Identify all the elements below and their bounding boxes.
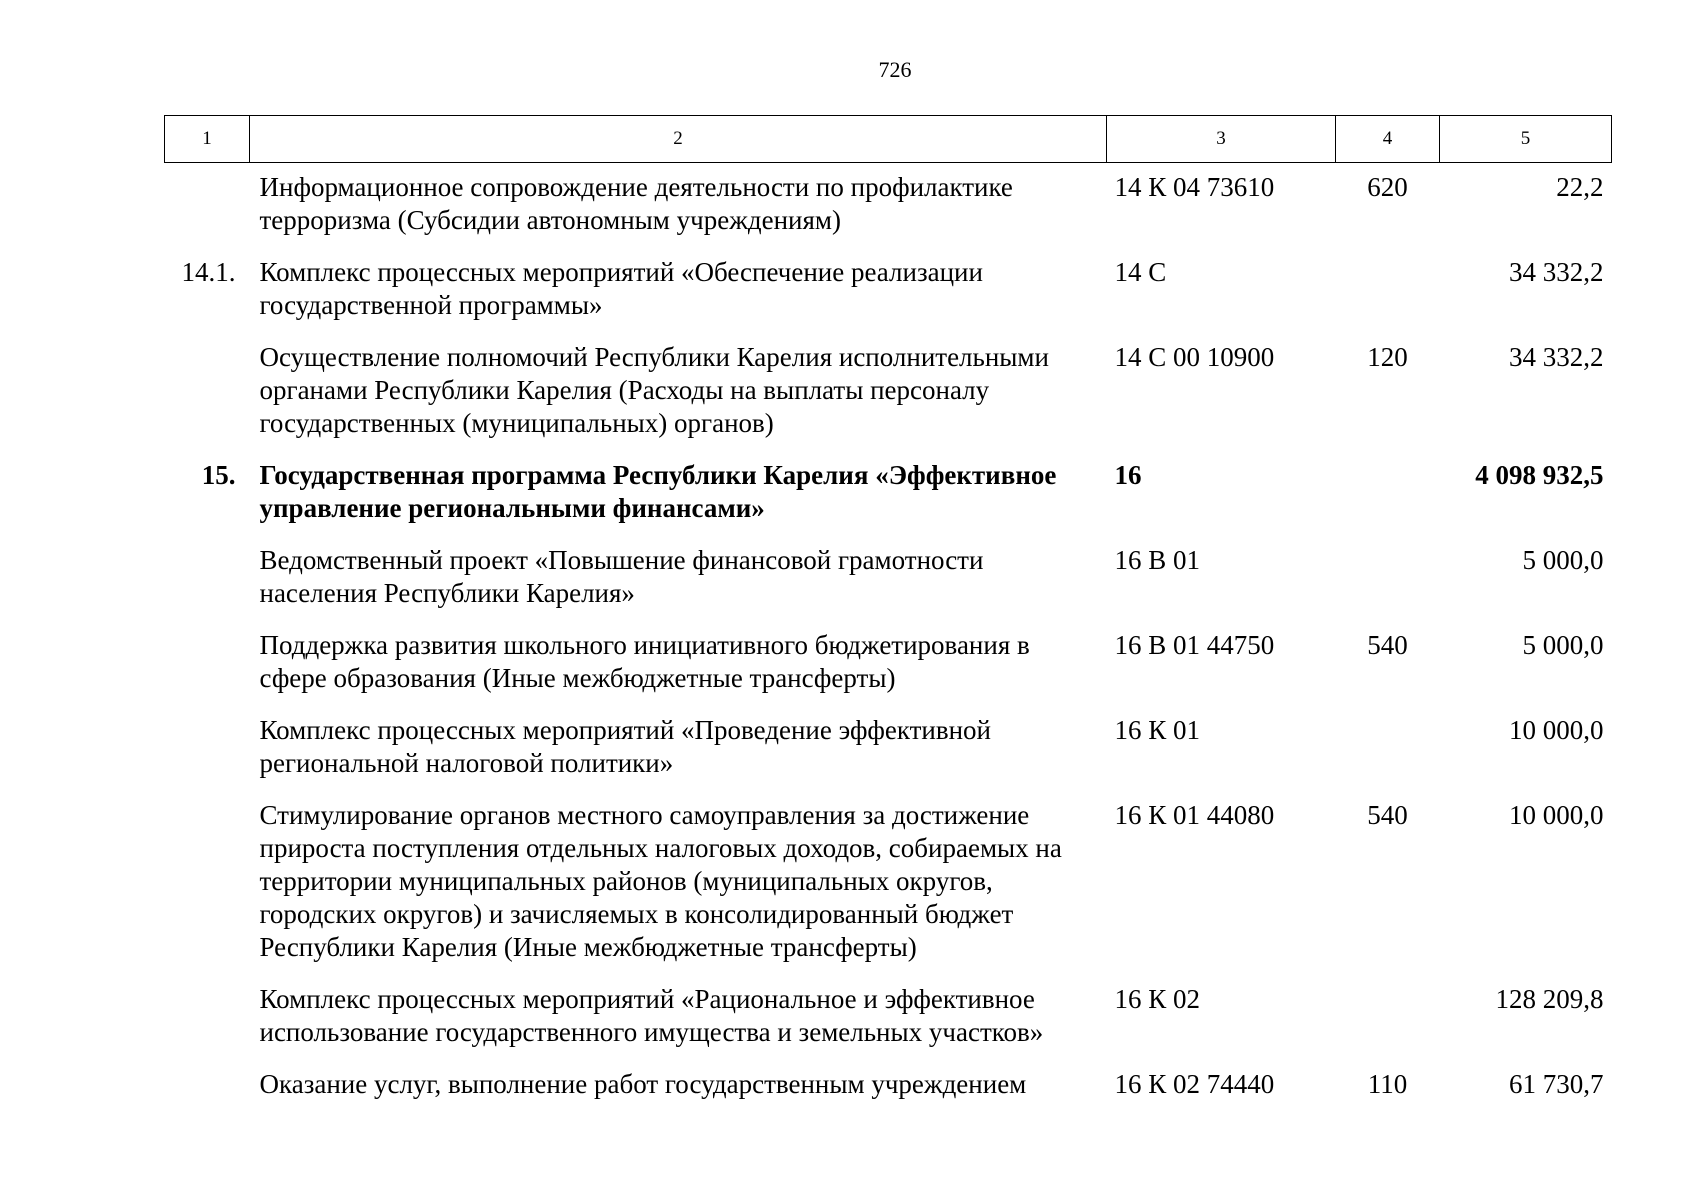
header-row <box>165 116 1612 163</box>
row-amount: 4 098 932,5 <box>1475 460 1604 490</box>
row-amount: 128 209,8 <box>1495 984 1604 1014</box>
row-expense-type <box>1336 538 1440 623</box>
table-row <box>165 708 1612 793</box>
row-target-code: 16 К 02 74440 <box>1114 1069 1275 1099</box>
row-amount: 61 730,7 <box>1509 1069 1604 1099</box>
row-amount: 22,2 <box>1556 172 1604 202</box>
row-description: Осуществление полномочий Республики Карелия исполнительными органами Республики Карелия (Расходы на выплаты персоналу государственных (муниципальных) органов) <box>259 342 1049 438</box>
table-row <box>165 977 1612 1062</box>
table-row <box>165 453 1612 538</box>
row-description: Оказание услуг, выполнение работ государственным учреждением <box>259 1069 1027 1099</box>
row-description: Комплекс процессных мероприятий «Рациональное и эффективное использование государственного имущества и земельных участков» <box>259 984 1044 1047</box>
row-target-code: 14 С <box>1114 257 1167 287</box>
row-target-code: 16 К 01 44080 <box>1114 800 1275 830</box>
row-expense-type: 540 <box>1367 630 1408 660</box>
row-target-code: 16 В 01 <box>1114 545 1201 575</box>
column-header-5: 5 <box>1440 116 1612 163</box>
row-expense-type <box>1336 977 1440 1062</box>
row-amount: 5 000,0 <box>1522 545 1604 575</box>
row-amount: 5 000,0 <box>1522 630 1604 660</box>
row-description: Информационное сопровождение деятельности по профилактике терроризма (Субсидии автономным учреждениям) <box>259 172 1013 235</box>
column-header-4: 4 <box>1336 116 1440 163</box>
table-row <box>165 250 1612 335</box>
row-description: Стимулирование органов местного самоуправления за достижение прироста поступления отдельных налоговых доходов, собираемых на территории муниципальных районов (муниципальных округов, городских округов) и зачисляемых в консолидированный бюджет Республики Карелия (Иные межбюджетные трансферты) <box>259 800 1062 962</box>
row-target-code: 16 В 01 44750 <box>1114 630 1275 660</box>
row-target-code: 16 К 01 <box>1114 715 1201 745</box>
row-description: Государственная программа Республики Карелия «Эффективное управление региональными финансами» <box>259 460 1057 523</box>
row-number <box>165 977 250 1062</box>
row-expense-type: 120 <box>1367 342 1408 372</box>
row-number <box>165 623 250 708</box>
table-row <box>165 163 1612 251</box>
table-row <box>165 623 1612 708</box>
row-description: Поддержка развития школьного инициативного бюджетирования в сфере образования (Иные межбюджетные трансферты) <box>259 630 1030 693</box>
row-expense-type <box>1336 708 1440 793</box>
row-expense-type <box>1336 250 1440 335</box>
row-amount: 34 332,2 <box>1509 342 1604 372</box>
row-description: Комплекс процессных мероприятий «Обеспечение реализации государственной программы» <box>259 257 983 320</box>
row-number <box>165 538 250 623</box>
row-number <box>165 163 250 251</box>
row-amount: 10 000,0 <box>1509 715 1604 745</box>
row-number <box>165 708 250 793</box>
row-expense-type: 620 <box>1367 172 1408 202</box>
row-number: 15. <box>201 460 236 490</box>
page-number: 726 <box>878 57 912 82</box>
row-amount: 34 332,2 <box>1509 257 1604 287</box>
column-header-1: 1 <box>165 116 250 163</box>
budget-table <box>164 115 1612 1114</box>
row-expense-type <box>1336 453 1440 538</box>
row-target-code: 16 К 02 <box>1114 984 1201 1014</box>
row-description: Комплекс процессных мероприятий «Проведение эффективной региональной налоговой политики» <box>259 715 991 778</box>
table-row <box>165 538 1612 623</box>
row-target-code: 14 К 04 73610 <box>1114 172 1275 202</box>
row-expense-type: 110 <box>1367 1069 1408 1099</box>
row-expense-type: 540 <box>1367 800 1408 830</box>
row-number <box>165 1062 250 1114</box>
row-description: Ведомственный проект «Повышение финансовой грамотности населения Республики Карелия» <box>259 545 984 608</box>
column-header-3: 3 <box>1107 116 1336 163</box>
table-header <box>165 116 1612 163</box>
table-row <box>165 793 1612 977</box>
column-header-2: 2 <box>250 116 1107 163</box>
row-target-code: 14 С 00 10900 <box>1114 342 1275 372</box>
table-body <box>165 163 1612 1115</box>
table-row <box>165 1062 1612 1114</box>
table-row <box>165 335 1612 453</box>
row-number <box>165 335 250 453</box>
row-number: 14.1. <box>181 257 236 287</box>
row-target-code: 16 <box>1114 460 1142 490</box>
row-amount: 10 000,0 <box>1509 800 1604 830</box>
row-number <box>165 793 250 977</box>
